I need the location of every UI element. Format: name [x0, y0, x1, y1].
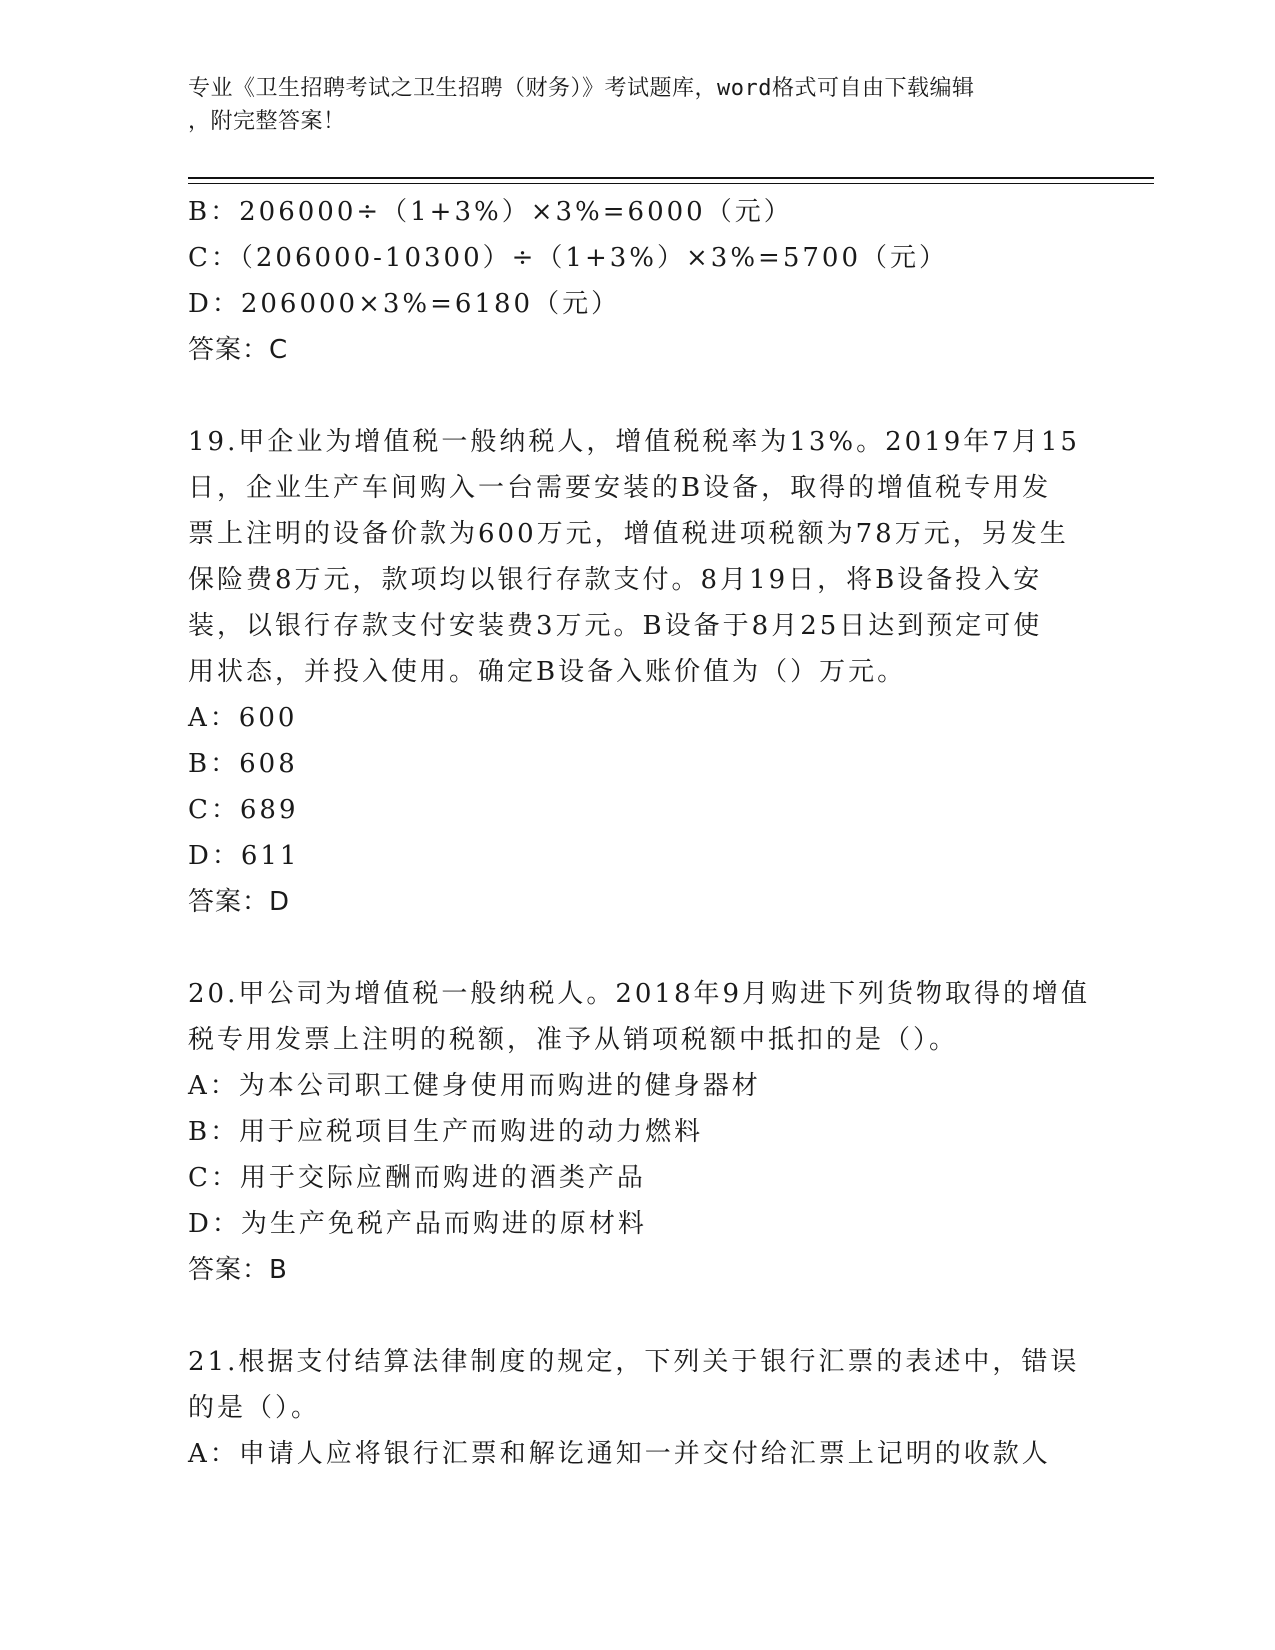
question-text-line: 用状态，并投入使用。确定B设备入账价值为（）万元。 [188, 657, 907, 687]
question-text-line: 税专用发票上注明的税额，准予从销项税额中抵扣的是（）。 [188, 1025, 959, 1055]
question-text-line: 票上注明的设备价款为600万元，增值税进项税额为78万元，另发生 [188, 519, 1069, 549]
page-header [188, 72, 1068, 138]
question-content [188, 189, 1091, 1477]
question-text-line: 20.甲公司为增值税一般纳税人。2018年9月购进下列货物取得的增值 [188, 979, 1091, 1009]
option-d: D：206000×3%=6180（元） [188, 289, 621, 319]
option-c: C：用于交际应酬而购进的酒类产品 [188, 1163, 646, 1193]
answer-label: 答案：C [188, 335, 289, 365]
question-text-line: 的是（）。 [188, 1393, 321, 1423]
header-line: 专业《卫生招聘考试之卫生招聘（财务）》考试题库，word格式可自由下载编辑 [188, 76, 975, 101]
option-c: C：（206000-10300）÷（1+3%）×3%=5700（元） [188, 243, 948, 273]
header-line: ，附完整答案！ [188, 109, 346, 134]
question-text-line: 保险费8万元，款项均以银行存款支付。8月19日，将B设备投入安 [188, 565, 1043, 595]
question-text-line: 19.甲企业为增值税一般纳税人，增值税税率为13%。2019年7月15 [188, 427, 1080, 457]
option-a: A：600 [188, 703, 298, 733]
option-a: A：为本公司职工健身使用而购进的健身器材 [188, 1071, 761, 1101]
header-divider [188, 177, 1154, 179]
question-19 [188, 419, 1088, 925]
question-text-line: 日，企业生产车间购入一台需要安装的B设备，取得的增值税专用发 [188, 473, 1052, 503]
question-text-line: 21.根据支付结算法律制度的规定，下列关于银行汇票的表述中，错误 [188, 1347, 1080, 1377]
header-divider-thin [188, 183, 1154, 184]
option-a: A：申请人应将银行汇票和解讫通知一并交付给汇票上记明的收款人 [188, 1439, 1051, 1469]
question-20 [188, 971, 1091, 1293]
question-18 [188, 189, 1088, 373]
answer-label: 答案：D [188, 887, 291, 917]
answer-label: 答案：B [188, 1255, 288, 1285]
question-21 [188, 1339, 1088, 1477]
option-b: B：608 [188, 749, 298, 779]
option-d: D：611 [188, 841, 300, 871]
option-b: B：用于应税项目生产而购进的动力燃料 [188, 1117, 704, 1147]
option-d: D：为生产免税产品而购进的原材料 [188, 1209, 647, 1239]
question-text-line: 装，以银行存款支付安装费3万元。B设备于8月25日达到预定可使 [188, 611, 1043, 641]
option-c: C：689 [188, 795, 299, 825]
option-b: B：206000÷（1+3%）×3%=6000（元） [188, 197, 793, 227]
